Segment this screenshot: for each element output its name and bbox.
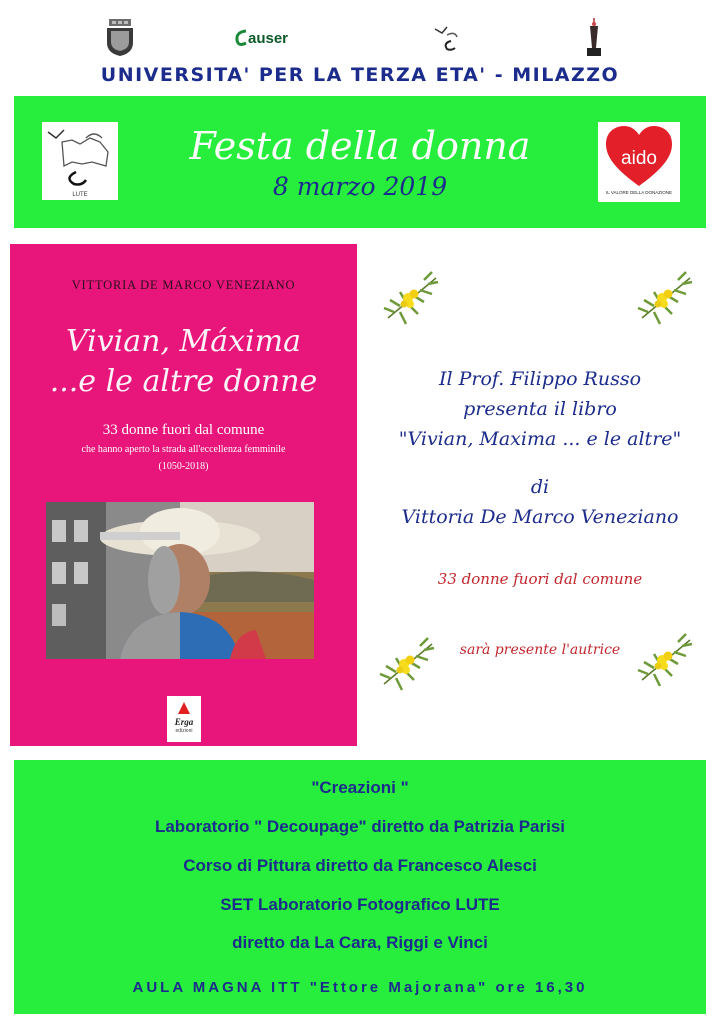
- aido-label: aido: [621, 148, 657, 169]
- venue-time: AULA MAGNA ITT "Ettore Majorana" ore 16,30: [132, 979, 588, 996]
- lute-logo-small-icon: [432, 18, 462, 58]
- event-title: Festa della donna: [189, 124, 531, 168]
- aido-logo: [598, 122, 680, 202]
- book-author: VITTORIA DE MARCO VENEZIANO: [71, 278, 296, 292]
- author-present-note: sarà presente l'autrice: [459, 642, 621, 658]
- book-years: (1050-2018): [158, 461, 209, 472]
- auser-swoosh-icon: [234, 28, 248, 48]
- mimosa-flower-icon: [380, 268, 444, 332]
- presents-book: presenta il libro: [463, 398, 617, 420]
- presenter: Il Prof. Filippo Russo: [438, 368, 642, 390]
- book-cover: [10, 244, 357, 746]
- lute-caption: LUTE: [72, 192, 88, 198]
- aido-caption: IL VALORE DELLA DONAZIONE: [605, 190, 673, 195]
- coat-of-arms-icon: [104, 18, 136, 58]
- auser-logo: [226, 18, 296, 58]
- event-date: 8 marzo 2019: [272, 172, 448, 201]
- book-quote: "Vivian, Maxima ... e le altre": [398, 428, 682, 450]
- creazioni-heading: "Creazioni ": [311, 778, 409, 797]
- program-banner: [14, 760, 706, 1014]
- book-title-line2: ...e le altre donne: [49, 364, 318, 399]
- book-title-line1: Vivian, Máxima: [65, 324, 301, 359]
- program-item-pittura: Corso di Pittura diretto da Francesco Alesci: [183, 856, 537, 875]
- tagline: 33 donne fuori dal comune: [437, 570, 643, 588]
- book-subtitle-detail: che hanno aperto la strada all'eccellenza femminile: [81, 444, 286, 455]
- book-subtitle: 33 donne fuori dal comune: [102, 422, 265, 438]
- by-label: di: [530, 476, 550, 498]
- header-title: UNIVERSITA' PER LA TERZA ETA' - MILAZZO: [100, 64, 620, 86]
- publisher-sail-icon: [176, 700, 192, 716]
- book-author-name: Vittoria De Marco Veneziano: [401, 506, 679, 528]
- mimosa-flower-icon: [634, 630, 698, 694]
- book-cover-photo: [46, 502, 314, 659]
- monument-icon: [580, 18, 608, 58]
- publisher-logo: [167, 696, 201, 742]
- program-item-decoupage: Laboratorio " Decoupage" diretto da Patrizia Parisi: [154, 817, 566, 836]
- program-item-directors: diretto da La Cara, Riggi e Vinci: [232, 933, 488, 952]
- program-item-fotografico: SET Laboratorio Fotografico LUTE: [220, 895, 500, 914]
- auser-label: auser: [247, 29, 289, 47]
- mimosa-flower-icon: [634, 268, 698, 332]
- publisher-sub: edizioni: [175, 728, 193, 734]
- publisher-name: Erga: [174, 717, 194, 727]
